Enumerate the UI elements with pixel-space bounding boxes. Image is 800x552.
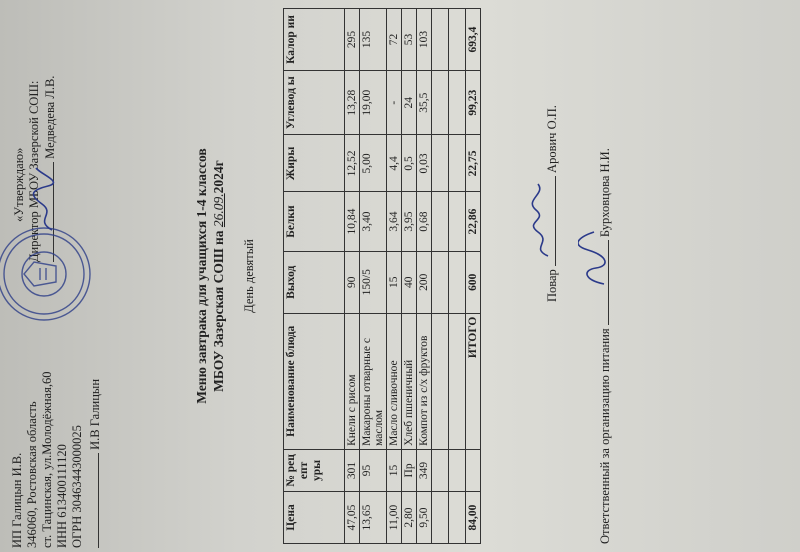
cell-calories: 295 [345, 9, 360, 71]
cell-carbs: - [387, 71, 402, 135]
org-line-2: 346060, Ростовская область [25, 401, 39, 548]
cell-yield: 200 [417, 251, 432, 313]
cell-fats: 12,52 [345, 135, 360, 192]
table-row-empty [432, 9, 449, 544]
org-line-4: ИНН 613400111120 [55, 444, 69, 548]
cell-proteins: 3,95 [402, 192, 417, 251]
table-header-row [284, 9, 345, 544]
cell-price: 11,00 [387, 492, 402, 544]
cell-fats: 5,00 [360, 135, 387, 192]
cell-proteins: 3,40 [360, 192, 387, 251]
total-price: 84,00 [466, 492, 481, 544]
cell-carbs: 24 [402, 71, 417, 135]
cell-dish: Компот из с/х фруктов [417, 313, 432, 449]
header-calories: Калор ии [284, 9, 345, 71]
cook-signature [528, 180, 554, 260]
total-fats: 22,75 [466, 135, 481, 192]
table-total-row [466, 9, 481, 544]
cell-calories: 135 [360, 9, 387, 71]
cell-carbs: 19,00 [360, 71, 387, 135]
cell-price: 9,50 [417, 492, 432, 544]
table-row [402, 9, 417, 544]
round-seal-stamp [0, 224, 94, 324]
cell-yield: 150/5 [360, 251, 387, 313]
menu-day: День девятый [242, 239, 256, 313]
table-row [345, 9, 360, 544]
cell-recipe: 301 [345, 449, 360, 491]
header-fats: Жиры [284, 135, 345, 192]
approval-position: Директор МБОУ Зазерской СОШ: [27, 80, 41, 262]
org-line-3: ст. Тацинская, ул.Молодёжная,60 [40, 371, 54, 548]
responsible-signature [578, 228, 610, 290]
cell-carbs: 13,28 [345, 71, 360, 135]
org-line-5: ОГРН 30463443000025 [70, 425, 84, 548]
approval-heading: «Утверждаю» [12, 147, 26, 222]
cell-fats: 4,4 [387, 135, 402, 192]
cook-role: Повар [545, 269, 559, 302]
responsible-signature-block [598, 148, 613, 544]
header-price: Цена [284, 492, 345, 544]
cell-proteins: 10,84 [345, 192, 360, 251]
cell-calories: 72 [387, 9, 402, 71]
header-yield: Выход [284, 251, 345, 313]
menu-table [283, 8, 481, 544]
table-row-empty [449, 9, 466, 544]
total-yield: 600 [466, 251, 481, 313]
header-proteins: Белки [284, 192, 345, 251]
cell-yield: 15 [387, 251, 402, 313]
cell-calories: 53 [402, 9, 417, 71]
cell-fats: 0,5 [402, 135, 417, 192]
cell-recipe: 95 [360, 449, 387, 491]
approval-name: Медведева Л.В. [43, 75, 57, 159]
cell-fats: 0,03 [417, 135, 432, 192]
cell-recipe: 15 [387, 449, 402, 491]
cell-proteins: 3,64 [387, 192, 402, 251]
menu-title-line1: Меню завтрака для учащихся 1-4 классов [194, 148, 209, 404]
director-signature [30, 164, 60, 234]
cell-carbs: 35,5 [417, 71, 432, 135]
cell-dish: Масло сливочное [387, 313, 402, 449]
table-row [417, 9, 432, 544]
total-carbs: 99,23 [466, 71, 481, 135]
menu-title-line2 [211, 0, 227, 552]
cook-name: Арович О.П. [545, 105, 559, 173]
cell-yield: 90 [345, 251, 360, 313]
cell-dish: Хлеб пшеничный [402, 313, 417, 449]
total-calories: 693,4 [466, 9, 481, 71]
cell-proteins: 0,68 [417, 192, 432, 251]
header-recipe-no: № рец епт уры [284, 449, 345, 491]
org-line-1: ИП Галицын И.В. [10, 452, 24, 548]
responsible-name: Бурховцова Н.И. [598, 148, 612, 238]
cell-recipe: Пр [402, 449, 417, 491]
cell-calories: 103 [417, 9, 432, 71]
title-school: МБОУ Зазерская СОШ на [211, 230, 226, 392]
total-proteins: 22,86 [466, 192, 481, 251]
cell-yield: 40 [402, 251, 417, 313]
cell-dish: Макароны отварные с маслом [360, 313, 387, 449]
org-signature-name: И.В Галицын [88, 378, 102, 450]
table-row [360, 9, 387, 544]
title-date: 26.09. [211, 193, 226, 228]
responsible-role: Ответственный за организацию питания [598, 328, 612, 544]
org-signature-line [88, 379, 103, 548]
cell-price: 2,80 [402, 492, 417, 544]
header-dish-name: Наименование блюда [284, 313, 345, 449]
cell-recipe: 349 [417, 449, 432, 491]
cell-price: 13,65 [360, 492, 387, 544]
title-year: 2024г [211, 160, 226, 194]
cell-price: 47,05 [345, 492, 360, 544]
table-row [387, 9, 402, 544]
total-label: ИТОГО [466, 313, 481, 449]
header-carbs: Углевод ы [284, 71, 345, 135]
cell-dish: Кнели с рисом [345, 313, 360, 449]
